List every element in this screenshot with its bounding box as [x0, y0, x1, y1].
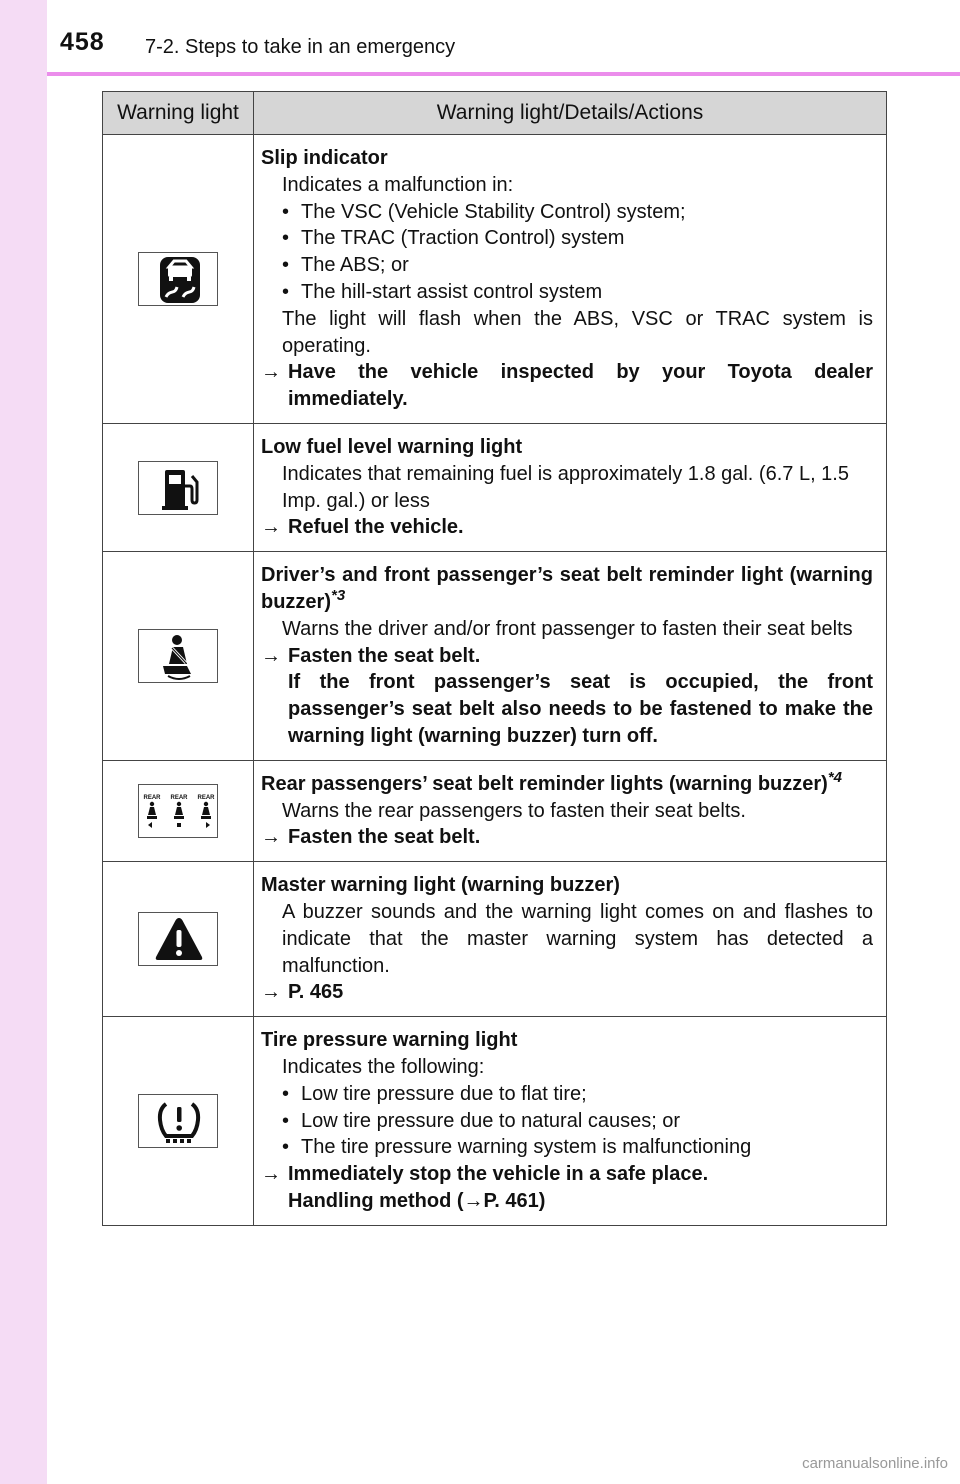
rear-seatbelt-action: → Fasten the seat belt.: [261, 824, 873, 851]
slip-indicator-title: Slip indicator: [261, 147, 388, 169]
list-item: • The ABS; or: [282, 254, 409, 277]
tire-action: → Immediately stop the vehicle in a safe place.: [261, 1161, 873, 1188]
seatbelt-desc: Warns the driver and/or front passenger to fasten their seat belts: [282, 617, 853, 640]
low-fuel-action: → Refuel the vehicle.: [261, 514, 873, 541]
warning-light-table: [102, 91, 887, 1226]
table-row-rear-seatbelt: [103, 760, 887, 861]
table-row-tire-pressure: [103, 1017, 887, 1226]
col-header-warning-light: Warning light: [103, 92, 254, 135]
master-warning-icon: [138, 912, 218, 966]
list-item: • The hill-start assist control system: [282, 280, 603, 303]
arrow-icon: →: [261, 981, 281, 1004]
fuel-pump-icon: [138, 461, 218, 515]
list-item: • The TRAC (Traction Control) system: [282, 227, 625, 250]
arrow-icon: →: [261, 516, 281, 539]
rear-seatbelt-desc: Warns the rear passengers to fasten their seat belts.: [282, 799, 746, 822]
section-title: 7-2. Steps to take in an emergency: [145, 36, 456, 58]
table-row-master-warning: [103, 862, 887, 1017]
master-warning-action[interactable]: → P. 465: [261, 979, 873, 1006]
arrow-icon: →: [463, 1189, 484, 1212]
table-row-slip-indicator: [103, 135, 887, 424]
seatbelt-action: → Fasten the seat belt.: [261, 643, 873, 670]
slip-action: → Have the vehicle inspected by your Toyota dealer immediately.: [261, 361, 873, 411]
tire-handling-method[interactable]: Handling method (→P. 461): [288, 1189, 546, 1212]
svg-text:REAR: REAR: [197, 794, 215, 801]
table-header-row: [103, 92, 887, 135]
slip-indicator-icon: [138, 252, 218, 306]
arrow-icon: →: [261, 826, 281, 849]
footnote-ref: *4: [827, 768, 843, 786]
list-item: • The tire pressure warning system is malfunctioning: [282, 1136, 752, 1159]
list-item: • The VSC (Vehicle Stability Control) system;: [282, 200, 686, 223]
seatbelt-title: Driver’s and front passenger’s seat belt reminder light (warning buzzer)$^{*3}$: [261, 564, 873, 613]
svg-text:REAR: REAR: [170, 794, 188, 801]
list-item: • Low tire pressure due to natural causes; or: [282, 1109, 681, 1132]
page-number: 458: [60, 28, 105, 56]
tire-intro: Indicates the following:: [282, 1055, 485, 1078]
rear-seatbelt-icon: [138, 784, 218, 838]
low-fuel-title: Low fuel level warning light: [261, 435, 523, 458]
arrow-icon: →: [261, 361, 281, 384]
low-fuel-desc: Indicates that remaining fuel is approximately 1.8 gal. (6.7 L, 1.5 Imp. gal.) or less: [282, 462, 849, 512]
master-warning-title: Master warning light (warning buzzer): [261, 874, 620, 897]
footnote-ref: *3: [331, 586, 346, 604]
tire-pressure-icon: [138, 1094, 218, 1148]
svg-text:REAR: REAR: [143, 794, 161, 801]
arrow-icon: →: [261, 1163, 281, 1186]
table-row-seatbelt-reminder: [103, 552, 887, 761]
header-divider: [47, 72, 960, 76]
slip-intro: Indicates a malfunction in:: [282, 173, 514, 196]
seatbelt-reminder-icon: [138, 629, 218, 683]
rear-seatbelt-title: Rear passengers’ seat belt reminder lights (warning buzzer)$^{*4}$: [261, 768, 843, 795]
master-warning-desc: A buzzer sounds and the warning light comes on and flashes to indicate that the master warning system has detected a malfunction.: [282, 900, 873, 977]
table-row-low-fuel: [103, 423, 887, 551]
slip-note: The light will flash when the ABS, VSC or TRAC system is operating.: [282, 307, 873, 357]
arrow-icon: →: [261, 644, 281, 667]
seatbelt-action-note: If the front passenger’s seat is occupied, the front passenger’s seat belt also needs to be fastened to make the warning light (warning buzzer) turn off.: [288, 671, 873, 747]
side-band: [0, 0, 47, 1484]
col-header-details: Warning light/Details/Actions: [254, 92, 887, 135]
footer-watermark: carmanualsonline.info: [802, 1455, 948, 1472]
tire-pressure-title: Tire pressure warning light: [261, 1029, 518, 1052]
list-item: • Low tire pressure due to flat tire;: [282, 1082, 587, 1105]
